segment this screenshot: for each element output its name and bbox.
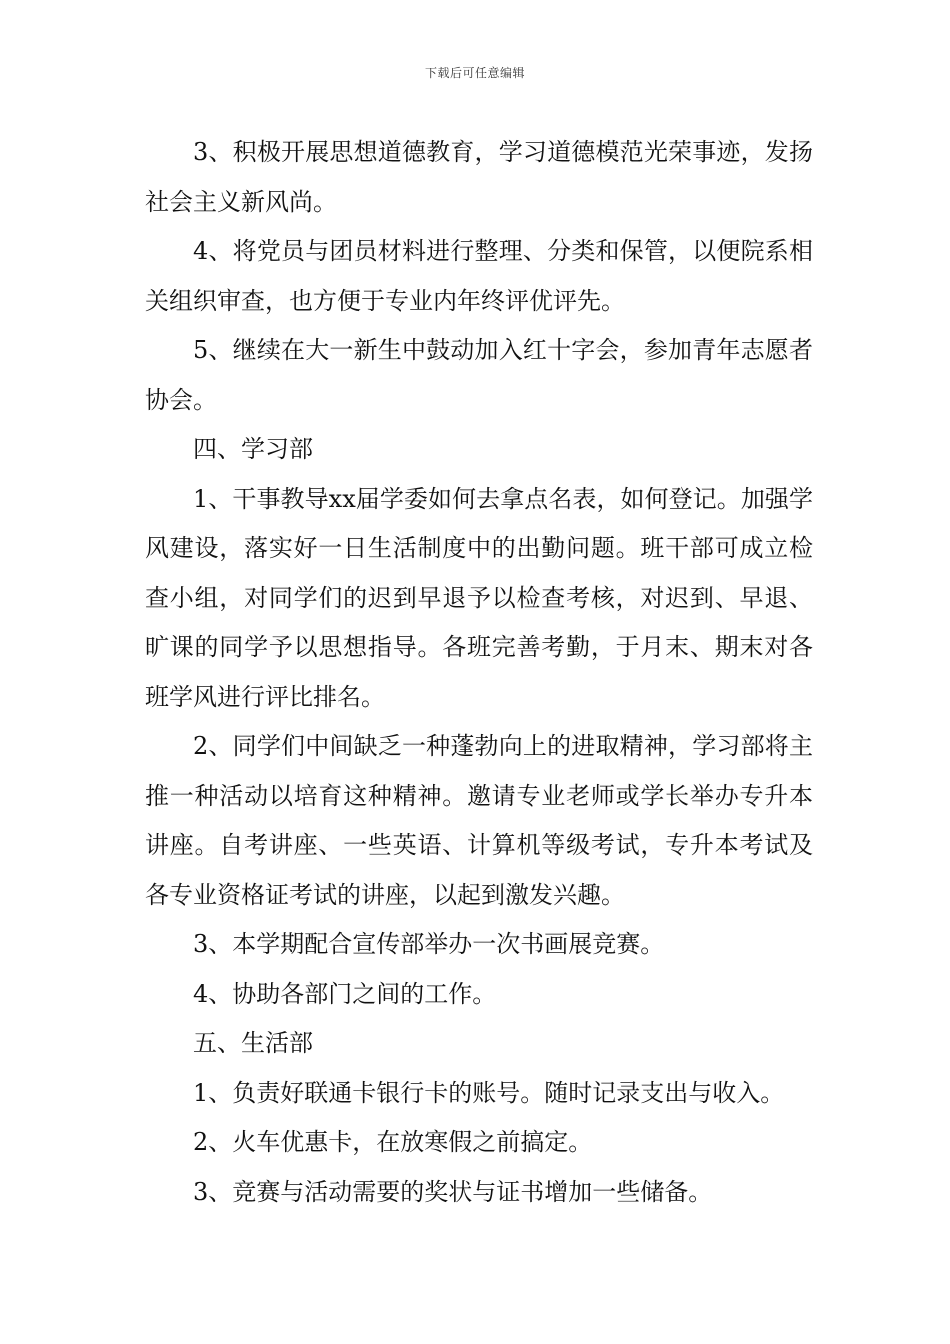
paragraph-item-4-member-files: 4、将党员与团员材料进行整理、分类和保管，以便院系相关组织审查，也方便于专业内年终评优评先。: [145, 237, 813, 315]
paragraph-life-item-1: 1、负责好联通卡银行卡的账号。随时记录支出与收入。: [193, 1078, 785, 1107]
paragraph-life-item-2: 2、火车优惠卡，在放寒假之前搞定。: [193, 1128, 593, 1156]
paragraph-study-item-4: 4、协助各部门之间的工作。: [193, 979, 497, 1008]
paragraph-item-5-red-cross: 5、继续在大一新生中鼓动加入红十字会，参加青年志愿者协会。: [145, 336, 813, 414]
paragraph-study-item-2: 2、同学们中间缺乏一种蓬勃向上的进取精神，学习部将主推一种活动以培育这种精神。邀请专业老师或学长举办专升本讲座。自考讲座、一些英语、计算机等级考试，专升本考试及各专业资格证考试的讲座，以起到激发兴趣。: [145, 732, 813, 909]
paragraph-life-item-3: 3、竞赛与活动需要的奖状与证书增加一些储备。: [193, 1177, 713, 1206]
paragraph-study-item-3: 3、本学期配合宣传部举办一次书画展竞赛。: [193, 930, 665, 958]
document-body: [145, 128, 813, 1217]
section-heading-study-dept: 四、学习部: [193, 435, 313, 463]
section-heading-life-dept: 五、生活部: [193, 1029, 313, 1057]
paragraph-item-3-moral-education: 3、积极开展思想道德教育，学习道德模范光荣事迹，发扬社会主义新风尚。: [145, 138, 813, 216]
page-header: 下载后可任意编辑: [424, 66, 525, 80]
paragraph-study-item-1: 1、干事教导xx届学委如何去拿点名表，如何登记。加强学风建设，落实好一日生活制度中的出勤问题。班干部可成立检查小组，对同学们的迟到早退予以检查考核，对迟到、早退、旷课的同学予以思想指导。各班完善考勤，于月末、期末对各班学风进行评比排名。: [145, 484, 813, 711]
